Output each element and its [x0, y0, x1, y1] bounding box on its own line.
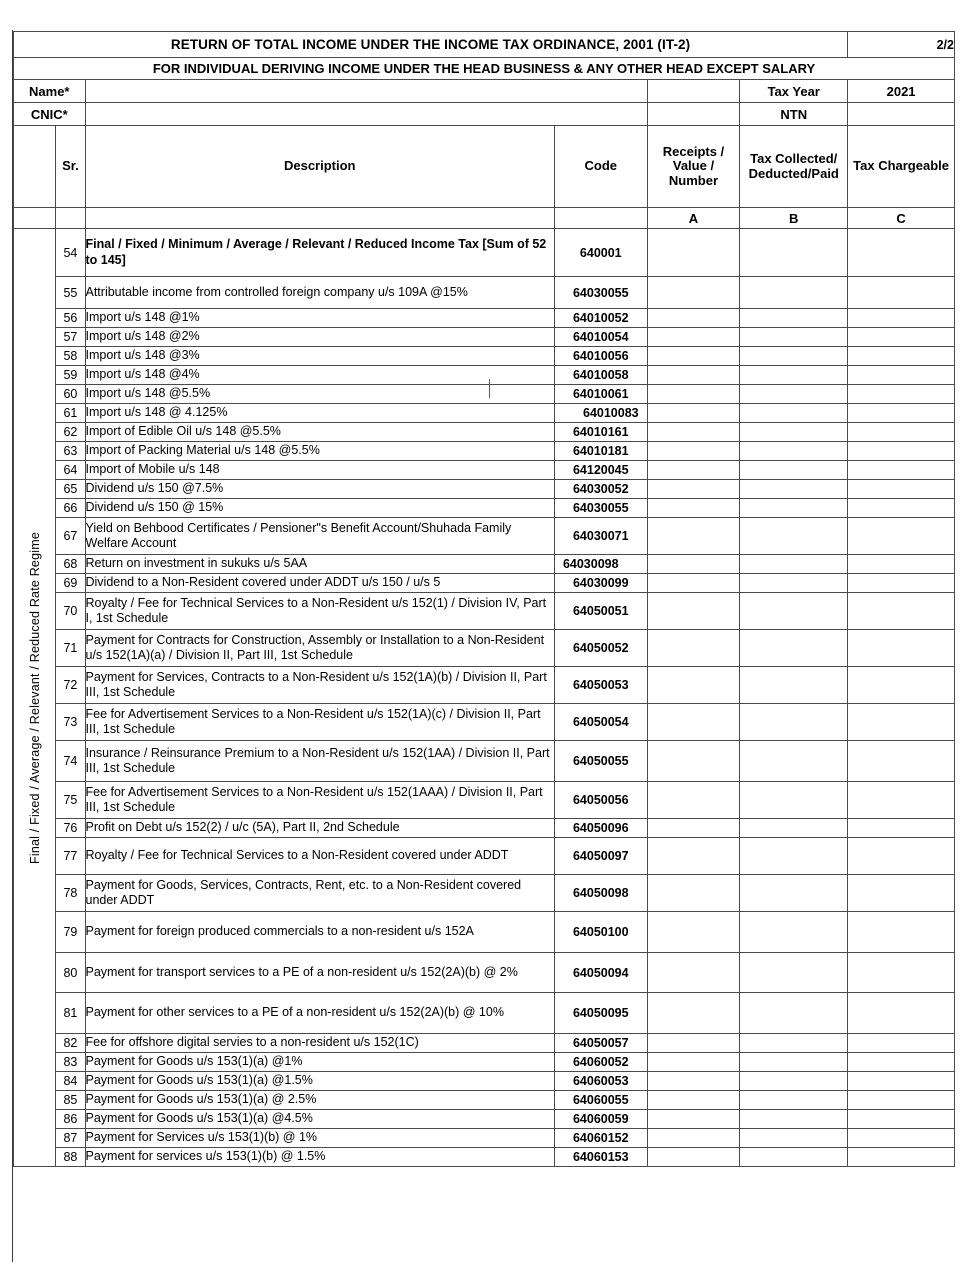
table-row [14, 499, 955, 518]
tax-chargeable-input[interactable] [848, 1148, 955, 1167]
receipts-value-input[interactable] [647, 518, 740, 555]
row-serial-number: 55 [56, 277, 85, 309]
tax-year-value[interactable]: 2021 [848, 80, 955, 103]
row-code: 64120045 [554, 461, 647, 480]
row-description: Import u/s 148 @4% [85, 366, 554, 385]
column-letter-a: A [647, 208, 740, 229]
table-row [14, 1091, 955, 1110]
row-code: 64050054 [554, 704, 647, 741]
row-serial-number: 73 [56, 704, 85, 741]
row-description: Dividend to a Non-Resident covered under ADDT u/s 150 / u/s 5 [85, 574, 554, 593]
letter-row-sr-spacer [56, 208, 85, 229]
table-row [14, 741, 955, 782]
row-description: Payment for Services u/s 153(1)(b) @ 1% [85, 1129, 554, 1148]
row-description: Payment for services u/s 153(1)(b) @ 1.5% [85, 1148, 554, 1167]
ntn-value[interactable] [848, 103, 955, 126]
receipts-value-input[interactable] [647, 1129, 740, 1148]
row-serial-number: 83 [56, 1053, 85, 1072]
row-code: 64010061 [554, 385, 647, 404]
row-serial-number: 65 [56, 480, 85, 499]
receipts-value-input[interactable] [647, 741, 740, 782]
column-header-description: Description [85, 126, 554, 208]
receipts-value-input[interactable] [647, 838, 740, 875]
cnic-label: CNIC* [14, 103, 86, 126]
row-code: 64010052 [554, 309, 647, 328]
table-row [14, 912, 955, 953]
tax-chargeable-input[interactable] [848, 404, 955, 423]
tax-chargeable-input[interactable] [848, 741, 955, 782]
tax-collected-input[interactable] [740, 423, 848, 442]
tax-collected-input[interactable] [740, 1148, 848, 1167]
tax-collected-input[interactable] [740, 480, 848, 499]
row-description: Import u/s 148 @2% [85, 328, 554, 347]
tax-collected-input[interactable] [740, 953, 848, 993]
row-description: Dividend u/s 150 @7.5% [85, 480, 554, 499]
tax-collected-input[interactable] [740, 229, 848, 277]
page-number: 2/2 [848, 32, 955, 58]
tax-chargeable-input[interactable] [848, 1034, 955, 1053]
form-body [14, 32, 955, 1167]
tax-collected-input[interactable] [740, 1110, 848, 1129]
receipts-value-input[interactable] [647, 1053, 740, 1072]
row-code: 64060153 [554, 1148, 647, 1167]
row-description: Fee for Advertisement Services to a Non-Resident u/s 152(1A)(c) / Division II, Part III, 1st Schedule [85, 704, 554, 741]
receipts-value-input[interactable] [647, 1110, 740, 1129]
tax-collected-input[interactable] [740, 309, 848, 328]
receipts-value-input[interactable] [647, 347, 740, 366]
tax-collected-input[interactable] [740, 704, 848, 741]
row-description: Import u/s 148 @3% [85, 347, 554, 366]
tax-collected-input[interactable] [740, 518, 848, 555]
row-serial-number: 56 [56, 309, 85, 328]
tax-chargeable-input[interactable] [848, 229, 955, 277]
tax-chargeable-input[interactable] [848, 309, 955, 328]
row-description: Payment for Contracts for Construction, Assembly or Installation to a Non-Resident u/s 152(1A)(a) / Division II, Part III, 1st Schedule [85, 630, 554, 667]
column-header-row [14, 126, 955, 208]
tax-collected-input[interactable] [740, 782, 848, 819]
receipts-value-input[interactable] [647, 953, 740, 993]
row-serial-number: 54 [56, 229, 85, 277]
table-row [14, 461, 955, 480]
cnic-row [14, 103, 955, 126]
row-code: 64030055 [554, 499, 647, 518]
row-description: Insurance / Reinsurance Premium to a Non-Resident u/s 152(1AA) / Division II, Part III, 1st Schedule [85, 741, 554, 782]
receipts-value-input[interactable] [647, 555, 740, 574]
table-row [14, 404, 955, 423]
row-code: 64050100 [554, 912, 647, 953]
receipts-value-input[interactable] [647, 782, 740, 819]
column-letter-c: C [848, 208, 955, 229]
table-row [14, 593, 955, 630]
table-row [14, 782, 955, 819]
tax-chargeable-input[interactable] [848, 1129, 955, 1148]
row-serial-number: 80 [56, 953, 85, 993]
tax-chargeable-input[interactable] [848, 442, 955, 461]
column-header-tax-collected: Tax Collected/ Deducted/Paid [740, 126, 848, 208]
row-serial-number: 86 [56, 1110, 85, 1129]
row-code: 64050057 [554, 1034, 647, 1053]
row-serial-number: 85 [56, 1091, 85, 1110]
row-description: Payment for Services, Contracts to a Non-Resident u/s 152(1A)(b) / Division II, Part III, 1st Schedule [85, 667, 554, 704]
row-code: 64050098 [554, 875, 647, 912]
tax-chargeable-input[interactable] [848, 912, 955, 953]
row-code: 64030098 [554, 555, 647, 574]
tax-collected-input[interactable] [740, 499, 848, 518]
table-row [14, 1053, 955, 1072]
row-code: 64050096 [554, 819, 647, 838]
row-code: 64060055 [554, 1091, 647, 1110]
tax-chargeable-input[interactable] [848, 518, 955, 555]
tax-chargeable-input[interactable] [848, 555, 955, 574]
title-row [14, 32, 955, 58]
tax-chargeable-input[interactable] [848, 838, 955, 875]
tax-collected-input[interactable] [740, 328, 848, 347]
tax-chargeable-input[interactable] [848, 875, 955, 912]
cnic-row-spacer-a [647, 103, 740, 126]
row-description: Attributable income from controlled foreign company u/s 109A @15% [85, 277, 554, 309]
row-code: 64060052 [554, 1053, 647, 1072]
table-row [14, 953, 955, 993]
receipts-value-input[interactable] [647, 1148, 740, 1167]
row-description: Import of Mobile u/s 148 [85, 461, 554, 480]
tax-year-label: Tax Year [740, 80, 848, 103]
receipts-value-input[interactable] [647, 328, 740, 347]
receipts-value-input[interactable] [647, 385, 740, 404]
row-code: 64050055 [554, 741, 647, 782]
row-serial-number: 67 [56, 518, 85, 555]
tax-collected-input[interactable] [740, 1072, 848, 1091]
form-subtitle: FOR INDIVIDUAL DERIVING INCOME UNDER THE HEAD BUSINESS & ANY OTHER HEAD EXCEPT SALARY [14, 58, 955, 80]
table-row [14, 1072, 955, 1091]
row-serial-number: 74 [56, 741, 85, 782]
tax-collected-input[interactable] [740, 741, 848, 782]
row-description: Fee for offshore digital servies to a non-resident u/s 152(1C) [85, 1034, 554, 1053]
tax-chargeable-input[interactable] [848, 993, 955, 1034]
tax-collected-input[interactable] [740, 277, 848, 309]
column-header-sr: Sr. [56, 126, 85, 208]
row-serial-number: 66 [56, 499, 85, 518]
receipts-value-input[interactable] [647, 423, 740, 442]
table-row [14, 480, 955, 499]
receipts-value-input[interactable] [647, 499, 740, 518]
tax-chargeable-input[interactable] [848, 277, 955, 309]
row-serial-number: 84 [56, 1072, 85, 1091]
tax-collected-input[interactable] [740, 1091, 848, 1110]
row-description: Import u/s 148 @1% [85, 309, 554, 328]
table-row [14, 1034, 955, 1053]
row-serial-number: 76 [56, 819, 85, 838]
row-code: 64010181 [554, 442, 647, 461]
row-code: 64050053 [554, 667, 647, 704]
column-header-code: Code [554, 126, 647, 208]
regime-label-cell [14, 229, 56, 1167]
table-row [14, 819, 955, 838]
table-row [14, 1129, 955, 1148]
row-description: Royalty / Fee for Technical Services to a Non-Resident u/s 152(1) / Division IV, Part I, 1st Schedule [85, 593, 554, 630]
table-row [14, 630, 955, 667]
table-row [14, 838, 955, 875]
row-serial-number: 68 [56, 555, 85, 574]
row-description: Fee for Advertisement Services to a Non-Resident u/s 152(1AAA) / Division II, Part III, 1st Schedule [85, 782, 554, 819]
row-serial-number: 79 [56, 912, 85, 953]
row-serial-number: 57 [56, 328, 85, 347]
row-serial-number: 69 [56, 574, 85, 593]
tax-chargeable-input[interactable] [848, 1072, 955, 1091]
row-serial-number: 88 [56, 1148, 85, 1167]
row-serial-number: 70 [56, 593, 85, 630]
tax-collected-input[interactable] [740, 875, 848, 912]
table-row [14, 667, 955, 704]
tax-chargeable-input[interactable] [848, 385, 955, 404]
row-code: 64010161 [554, 423, 647, 442]
row-code: 64050095 [554, 993, 647, 1034]
table-row [14, 328, 955, 347]
row-description: Payment for foreign produced commercials to a non-resident u/s 152A [85, 912, 554, 953]
receipts-value-input[interactable] [647, 630, 740, 667]
receipts-value-input[interactable] [647, 442, 740, 461]
row-serial-number: 72 [56, 667, 85, 704]
table-row [14, 347, 955, 366]
row-description: Import of Packing Material u/s 148 @5.5% [85, 442, 554, 461]
name-row [14, 80, 955, 103]
row-description: Payment for Goods, Services, Contracts, Rent, etc. to a Non-Resident covered under ADDT [85, 875, 554, 912]
regime-header-spacer [14, 126, 56, 208]
tax-collected-input[interactable] [740, 1053, 848, 1072]
receipts-value-input[interactable] [647, 1034, 740, 1053]
table-row [14, 277, 955, 309]
tax-collected-input[interactable] [740, 366, 848, 385]
row-serial-number: 82 [56, 1034, 85, 1053]
row-serial-number: 77 [56, 838, 85, 875]
table-row [14, 993, 955, 1034]
row-serial-number: 71 [56, 630, 85, 667]
row-serial-number: 64 [56, 461, 85, 480]
name-label: Name* [14, 80, 86, 103]
row-description: Payment for other services to a PE of a non-resident u/s 152(2A)(b) @ 10% [85, 993, 554, 1034]
row-code: 64060152 [554, 1129, 647, 1148]
column-letter-b: B [740, 208, 848, 229]
row-code: 64050094 [554, 953, 647, 993]
form-title: RETURN OF TOTAL INCOME UNDER THE INCOME TAX ORDINANCE, 2001 (IT-2) [14, 32, 848, 58]
receipts-value-input[interactable] [647, 704, 740, 741]
row-code: 64050052 [554, 630, 647, 667]
receipts-value-input[interactable] [647, 309, 740, 328]
scan-artifact-line [489, 379, 490, 398]
row-code: 640001 [554, 229, 647, 277]
row-code: 64030099 [554, 574, 647, 593]
tax-collected-input[interactable] [740, 461, 848, 480]
receipts-value-input[interactable] [647, 366, 740, 385]
table-row [14, 385, 955, 404]
receipts-value-input[interactable] [647, 229, 740, 277]
row-description: Payment for Goods u/s 153(1)(a) @ 2.5% [85, 1091, 554, 1110]
receipts-value-input[interactable] [647, 1091, 740, 1110]
column-header-tax-chargeable: Tax Chargeable [848, 126, 955, 208]
letter-row-regime-spacer [14, 208, 56, 229]
table-row [14, 555, 955, 574]
tax-collected-input[interactable] [740, 1129, 848, 1148]
row-serial-number: 75 [56, 782, 85, 819]
table-row [14, 574, 955, 593]
name-row-spacer-a [647, 80, 740, 103]
receipts-value-input[interactable] [647, 1072, 740, 1091]
tax-collected-input[interactable] [740, 1034, 848, 1053]
row-code: 64010083 [554, 404, 647, 423]
tax-collected-input[interactable] [740, 630, 848, 667]
tax-chargeable-input[interactable] [848, 480, 955, 499]
row-description: Royalty / Fee for Technical Services to a Non-Resident covered under ADDT [85, 838, 554, 875]
table-row [14, 518, 955, 555]
receipts-value-input[interactable] [647, 667, 740, 704]
receipts-value-input[interactable] [647, 912, 740, 953]
receipts-value-input[interactable] [647, 875, 740, 912]
row-serial-number: 58 [56, 347, 85, 366]
row-description: Import u/s 148 @ 4.125% [85, 404, 554, 423]
receipts-value-input[interactable] [647, 574, 740, 593]
tax-chargeable-input[interactable] [848, 574, 955, 593]
row-serial-number: 78 [56, 875, 85, 912]
tax-chargeable-input[interactable] [848, 782, 955, 819]
tax-return-form-table [13, 31, 955, 1167]
row-serial-number: 81 [56, 993, 85, 1034]
row-description: Payment for Goods u/s 153(1)(a) @1% [85, 1053, 554, 1072]
tax-collected-input[interactable] [740, 442, 848, 461]
row-description: Return on investment in sukuks u/s 5AA [85, 555, 554, 574]
regime-label-text: Final / Fixed / Average / Relevant / Reduced Rate Regime [27, 531, 42, 864]
table-row [14, 309, 955, 328]
tax-chargeable-input[interactable] [848, 630, 955, 667]
receipts-value-input[interactable] [647, 593, 740, 630]
table-row [14, 423, 955, 442]
tax-chargeable-input[interactable] [848, 1053, 955, 1072]
row-code: 64010058 [554, 366, 647, 385]
row-description: Profit on Debt u/s 152(2) / u/c (5A), Part II, 2nd Schedule [85, 819, 554, 838]
tax-chargeable-input[interactable] [848, 461, 955, 480]
receipts-value-input[interactable] [647, 993, 740, 1034]
tax-chargeable-input[interactable] [848, 819, 955, 838]
tax-chargeable-input[interactable] [848, 347, 955, 366]
tax-collected-input[interactable] [740, 404, 848, 423]
table-row [14, 366, 955, 385]
tax-collected-input[interactable] [740, 555, 848, 574]
cnic-input[interactable] [85, 103, 647, 126]
tax-chargeable-input[interactable] [848, 1110, 955, 1129]
row-description: Payment for Goods u/s 153(1)(a) @4.5% [85, 1110, 554, 1129]
tax-chargeable-input[interactable] [848, 667, 955, 704]
row-serial-number: 61 [56, 404, 85, 423]
receipts-value-input[interactable] [647, 819, 740, 838]
row-serial-number: 63 [56, 442, 85, 461]
column-header-receipts: Receipts / Value / Number [647, 126, 740, 208]
row-code: 64030071 [554, 518, 647, 555]
row-code: 64010054 [554, 328, 647, 347]
tax-collected-input[interactable] [740, 347, 848, 366]
row-description: Import u/s 148 @5.5% [85, 385, 554, 404]
tax-chargeable-input[interactable] [848, 366, 955, 385]
tax-collected-input[interactable] [740, 993, 848, 1034]
row-serial-number: 87 [56, 1129, 85, 1148]
receipts-value-input[interactable] [647, 277, 740, 309]
tax-chargeable-input[interactable] [848, 499, 955, 518]
row-code: 64050056 [554, 782, 647, 819]
receipts-value-input[interactable] [647, 480, 740, 499]
tax-chargeable-input[interactable] [848, 328, 955, 347]
row-description: Dividend u/s 150 @ 15% [85, 499, 554, 518]
receipts-value-input[interactable] [647, 461, 740, 480]
letter-row-code-spacer [554, 208, 647, 229]
table-row [14, 1110, 955, 1129]
table-row [14, 875, 955, 912]
row-serial-number: 60 [56, 385, 85, 404]
table-row [14, 704, 955, 741]
row-code: 64010056 [554, 347, 647, 366]
tax-collected-input[interactable] [740, 667, 848, 704]
tax-collected-input[interactable] [740, 819, 848, 838]
row-code: 64030055 [554, 277, 647, 309]
row-code: 64050097 [554, 838, 647, 875]
tax-chargeable-input[interactable] [848, 423, 955, 442]
row-code: 64030052 [554, 480, 647, 499]
tax-collected-input[interactable] [740, 912, 848, 953]
row-code: 64060059 [554, 1110, 647, 1129]
row-serial-number: 59 [56, 366, 85, 385]
row-description: Yield on Behbood Certificates / Pensioner"s Benefit Account/Shuhada Family Welfare Account [85, 518, 554, 555]
tax-collected-input[interactable] [740, 574, 848, 593]
tax-collected-input[interactable] [740, 593, 848, 630]
row-code: 64050051 [554, 593, 647, 630]
column-letter-row [14, 208, 955, 229]
tax-collected-input[interactable] [740, 838, 848, 875]
subtitle-row [14, 58, 955, 80]
tax-chargeable-input[interactable] [848, 1091, 955, 1110]
row-serial-number: 62 [56, 423, 85, 442]
row-code: 64060053 [554, 1072, 647, 1091]
tax-chargeable-input[interactable] [848, 953, 955, 993]
tax-chargeable-input[interactable] [848, 704, 955, 741]
ntn-label: NTN [740, 103, 848, 126]
table-row [14, 442, 955, 461]
row-description: Payment for Goods u/s 153(1)(a) @1.5% [85, 1072, 554, 1091]
tax-collected-input[interactable] [740, 385, 848, 404]
tax-chargeable-input[interactable] [848, 593, 955, 630]
letter-row-desc-spacer [85, 208, 554, 229]
table-row [14, 229, 955, 277]
receipts-value-input[interactable] [647, 404, 740, 423]
name-input[interactable] [85, 80, 647, 103]
row-description: Final / Fixed / Minimum / Average / Relevant / Reduced Income Tax [Sum of 52 to 145] [85, 229, 554, 277]
table-row [14, 1148, 955, 1167]
row-description: Import of Edible Oil u/s 148 @5.5% [85, 423, 554, 442]
row-description: Payment for transport services to a PE of a non-resident u/s 152(2A)(b) @ 2% [85, 953, 554, 993]
